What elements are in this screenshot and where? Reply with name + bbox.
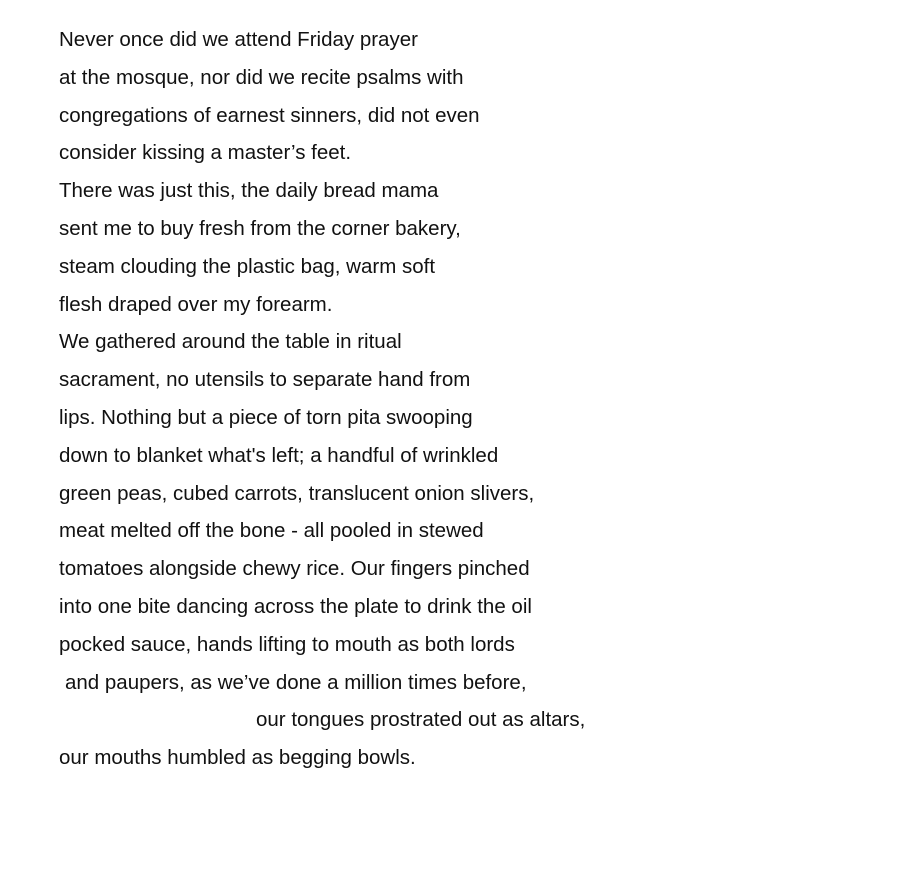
poem-line: consider kissing a master’s feet.: [59, 141, 352, 165]
poem-line: our tongues prostrated out as altars,: [256, 708, 586, 732]
poem-body: [59, 25, 879, 781]
poem-line: Never once did we attend Friday prayer: [59, 28, 418, 51]
poem-line: tomatoes alongside chewy rice. Our fingers pinched: [59, 557, 530, 581]
poem-line: down to blanket what's left; a handful of wrinkled: [59, 443, 499, 467]
poem-line: into one bite dancing across the plate to drink the oil: [59, 594, 532, 618]
poem-line: steam clouding the plastic bag, warm soft: [59, 254, 436, 278]
poem-line: flesh draped over my forearm.: [59, 292, 333, 316]
poem-line: sacrament, no utensils to separate hand from: [59, 368, 471, 392]
poem-line: lips. Nothing but a piece of torn pita swooping: [59, 405, 473, 429]
poem-line: our mouths humbled as begging bowls.: [59, 746, 416, 770]
poem-line: congregations of earnest sinners, did not even: [59, 103, 480, 127]
poem-line: sent me to buy fresh from the corner bakery,: [59, 216, 461, 240]
poem-line: at the mosque, nor did we recite psalms with: [59, 65, 464, 89]
poem-line: We gathered around the table in ritual: [59, 330, 402, 354]
poem-line: There was just this, the daily bread mama: [59, 179, 439, 203]
poem-line: and paupers, as we’ve done a million times before,: [65, 670, 527, 694]
poem-line: green peas, cubed carrots, translucent onion slivers,: [59, 481, 535, 505]
poem-line: meat melted off the bone - all pooled in stewed: [59, 519, 484, 543]
poem-line: pocked sauce, hands lifting to mouth as both lords: [59, 632, 515, 656]
